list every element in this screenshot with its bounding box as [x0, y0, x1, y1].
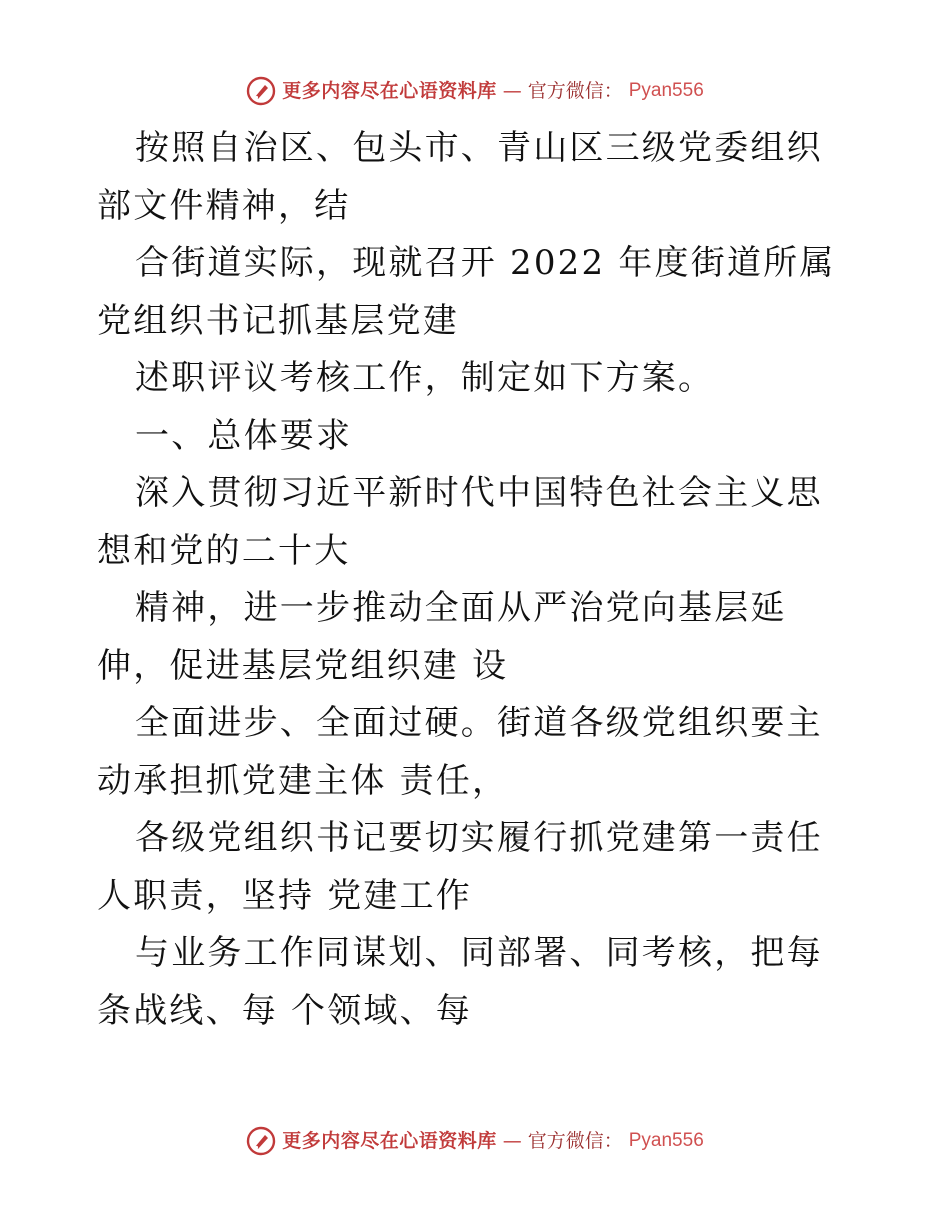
document-body	[97, 120, 857, 1040]
watermark-wechat-label: 官方微信：	[527, 1130, 623, 1152]
watermark-wechat-id: Pyan556	[628, 80, 704, 101]
paragraph-6: 精神，进一步推动全面从严治党向基层延伸，促进基层党组织建 设	[97, 588, 787, 686]
watermark-dash: —	[502, 1130, 522, 1152]
section-heading-overall-requirements: 一、总体要求	[135, 415, 353, 456]
pen-nib-logo-icon	[246, 76, 276, 106]
watermark-wechat-id: Pyan556	[628, 1130, 704, 1151]
paragraph-9: 与业务工作同谋划、同部署、同考核，把每条战线、每 个领域、每	[97, 933, 823, 1031]
header-watermark	[0, 76, 950, 106]
paragraph-2: 合街道实际，现就召开 2022 年度街道所属党组织书记抓基层党建	[97, 243, 836, 341]
paragraph-3: 述职评议考核工作，制定如下方案。	[135, 358, 715, 398]
watermark-wechat-label: 官方微信：	[527, 80, 623, 102]
watermark-dash: —	[502, 80, 522, 102]
paragraph-8: 各级党组织书记要切实履行抓党建第一责任人职责，坚持 党建工作	[97, 818, 823, 916]
watermark-main-text: 更多内容尽在心语资料库	[282, 1130, 497, 1152]
watermark-main-text: 更多内容尽在心语资料库	[282, 80, 497, 102]
footer-watermark	[0, 1126, 950, 1156]
paragraph-7: 全面进步、全面过硬。街道各级党组织要主动承担抓党建主体 责任，	[97, 703, 823, 801]
paragraph-5: 深入贯彻习近平新时代中国特色社会主义思想和党的二十大	[97, 473, 823, 571]
pen-nib-logo-icon	[246, 1126, 276, 1156]
paragraph-1: 按照自治区、包头市、青山区三级党委组织部文件精神，结	[97, 128, 823, 226]
